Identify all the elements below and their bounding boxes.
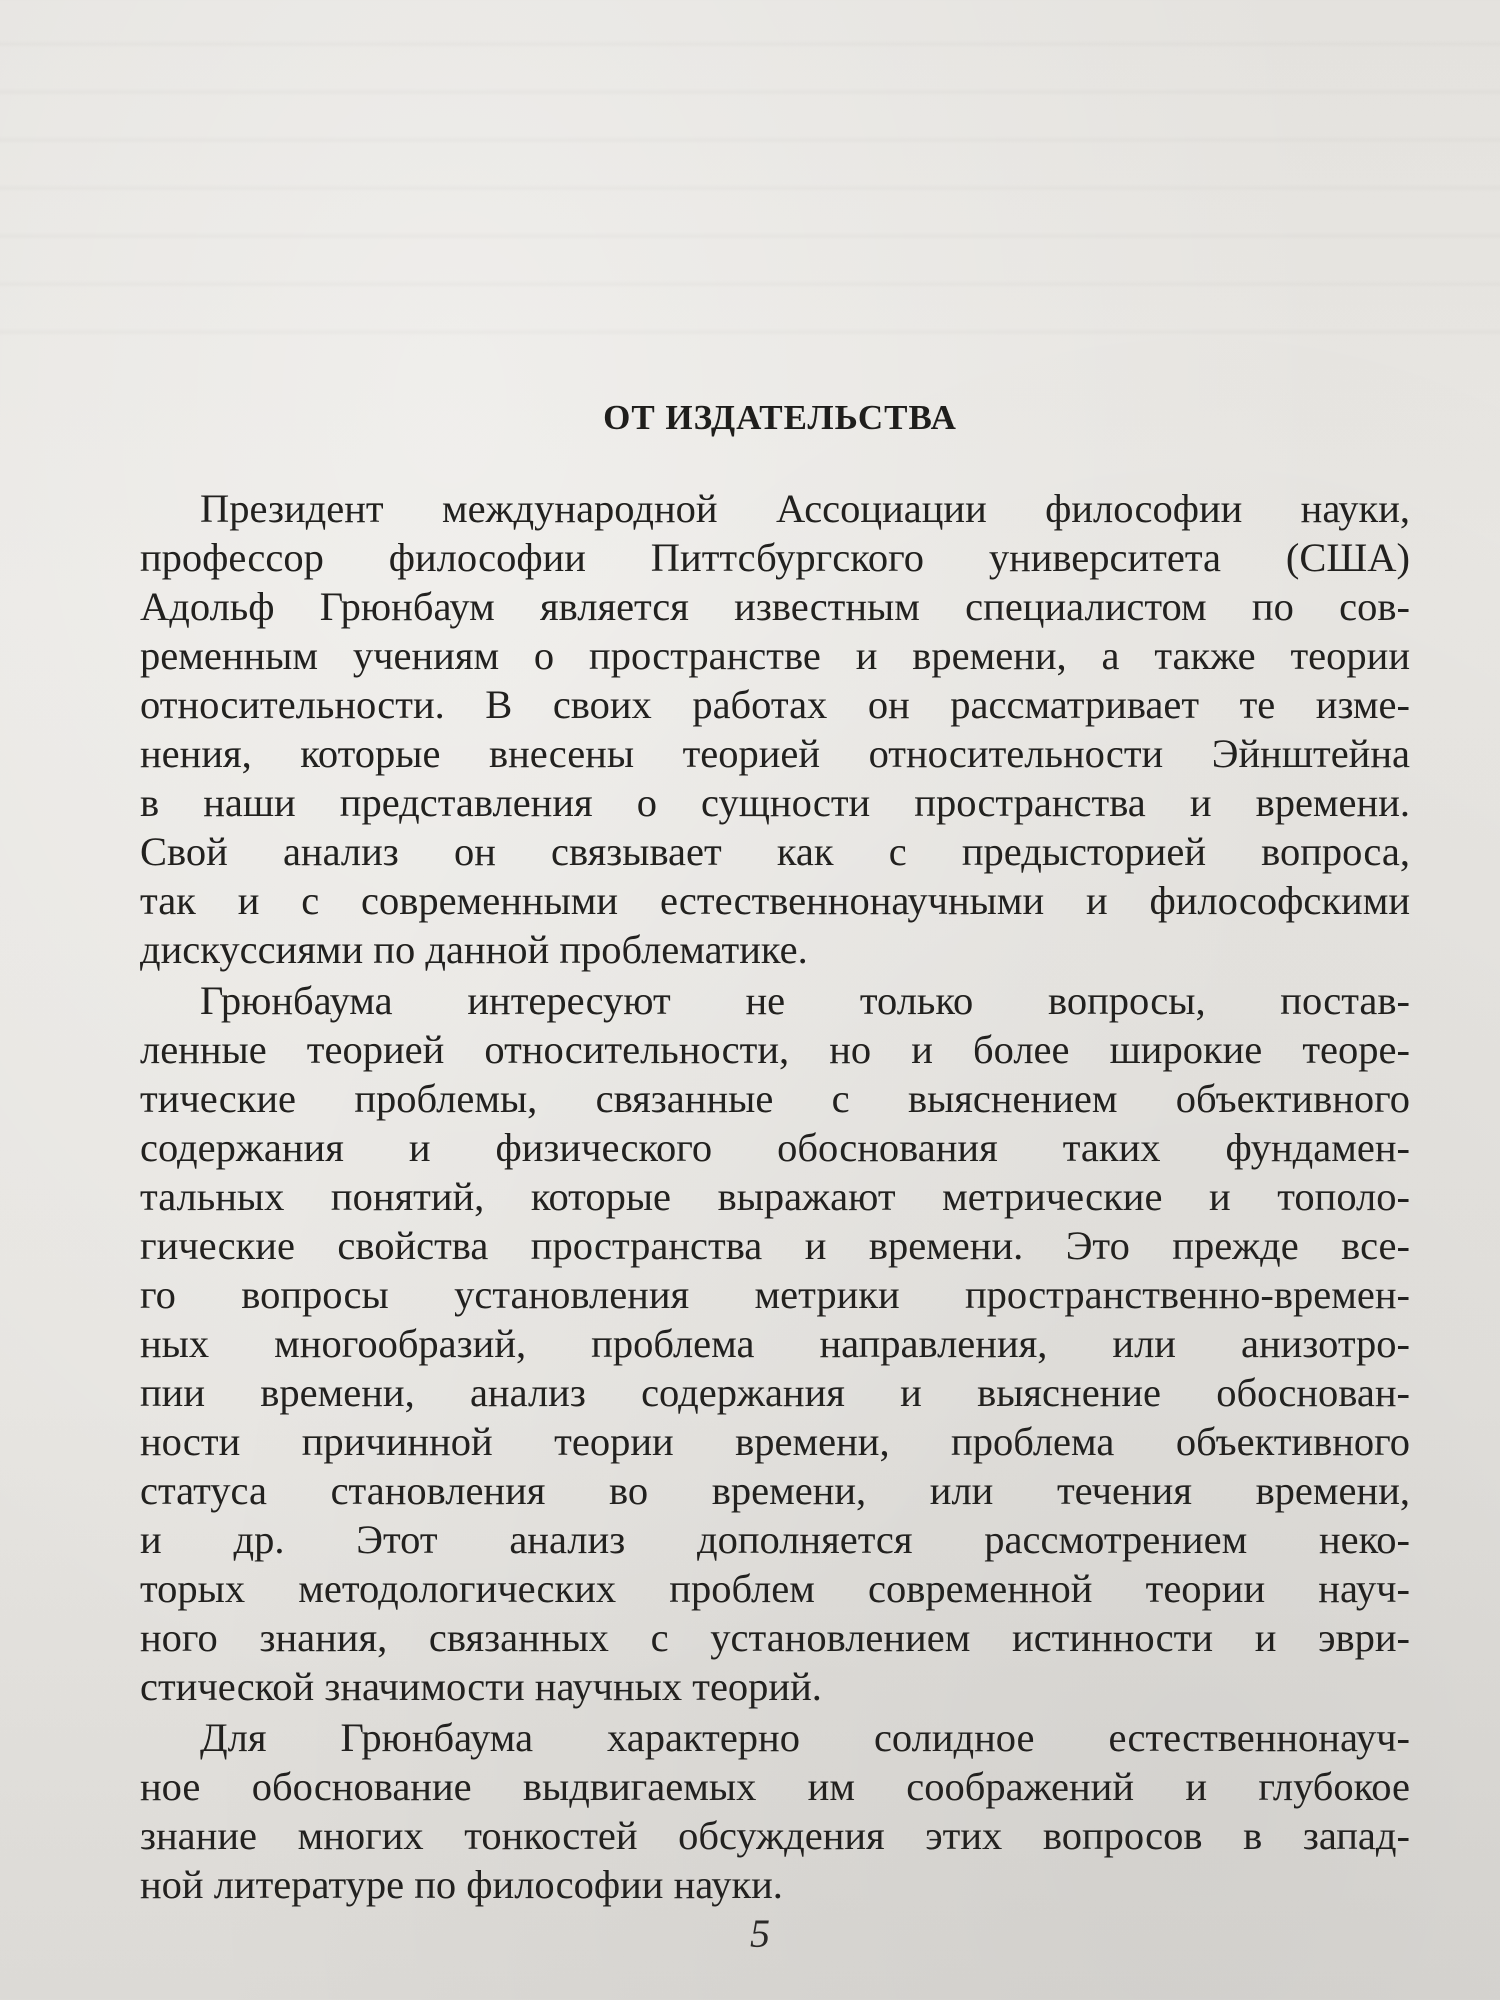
text-line: относительности. В своих работах он рассматривает те изме- bbox=[140, 682, 1410, 727]
text-line: знание многих тонкостей обсуждения этих вопросов в запад- bbox=[140, 1813, 1410, 1858]
text-line: ное обоснование выдвигаемых им соображений и глубокое bbox=[140, 1764, 1410, 1809]
text-line: Президент международной Ассоциации философии науки, bbox=[200, 486, 1410, 531]
text-line: статуса становления во времени, или течения времени, bbox=[140, 1468, 1410, 1513]
text-line: Адольф Грюнбаум является известным специалистом по сов- bbox=[140, 584, 1410, 629]
text-line: Для Грюнбаума характерно солидное естественнонауч- bbox=[200, 1715, 1410, 1760]
text-line: ременным учениям о пространстве и времени, а также теории bbox=[140, 633, 1410, 678]
paragraph-3 bbox=[140, 1713, 1410, 1909]
text-line: гические свойства пространства и времени. Это прежде все- bbox=[140, 1223, 1410, 1268]
text-line: нения, которые внесены теорией относительности Эйнштейна bbox=[140, 731, 1410, 776]
text-line: Свой анализ он связывает как с предысторией вопроса, bbox=[140, 829, 1410, 874]
text-line: и др. Этот анализ дополняется рассмотрением неко- bbox=[140, 1517, 1410, 1562]
page-number: 5 bbox=[750, 1911, 770, 1956]
text-line: дискуссиями по данной проблематике. bbox=[140, 927, 808, 972]
text-line: ленные теорией относительности, но и более широкие теоре- bbox=[140, 1027, 1410, 1072]
text-line: в наши представления о сущности пространства и времени. bbox=[140, 780, 1410, 825]
text-line: го вопросы установления метрики пространственно-времен- bbox=[140, 1272, 1410, 1317]
text-line: так и с современными естественнонаучными и философскими bbox=[140, 878, 1410, 923]
paragraph-2 bbox=[140, 976, 1410, 1711]
text-line: торых методологических проблем современной теории науч- bbox=[140, 1566, 1410, 1611]
text-line: тические проблемы, связанные с выяснением объективного bbox=[140, 1076, 1410, 1121]
text-line: стической значимости научных теорий. bbox=[140, 1664, 822, 1709]
show-through-area bbox=[0, 0, 1500, 360]
text-line: Грюнбаума интересуют не только вопросы, постав- bbox=[200, 978, 1410, 1023]
text-line: ного знания, связанных с установлением истинности и эври- bbox=[140, 1615, 1410, 1660]
text-line: ных многообразий, проблема направления, или анизотро- bbox=[140, 1321, 1410, 1366]
text-line: ной литературе по философии науки. bbox=[140, 1862, 783, 1907]
text-line: ности причинной теории времени, проблема объективного bbox=[140, 1419, 1410, 1464]
text-line: содержания и физического обоснования таких фундамен- bbox=[140, 1125, 1410, 1170]
text-line: профессор философии Питтсбургского университета (США) bbox=[140, 535, 1410, 580]
paragraph-1 bbox=[140, 484, 1410, 974]
text-line: пии времени, анализ содержания и выяснение обоснован- bbox=[140, 1370, 1410, 1415]
body-text bbox=[140, 484, 1410, 1911]
section-heading: ОТ ИЗДАТЕЛЬСТВА bbox=[603, 398, 957, 437]
text-line: тальных понятий, которые выражают метрические и тополо- bbox=[140, 1174, 1410, 1219]
